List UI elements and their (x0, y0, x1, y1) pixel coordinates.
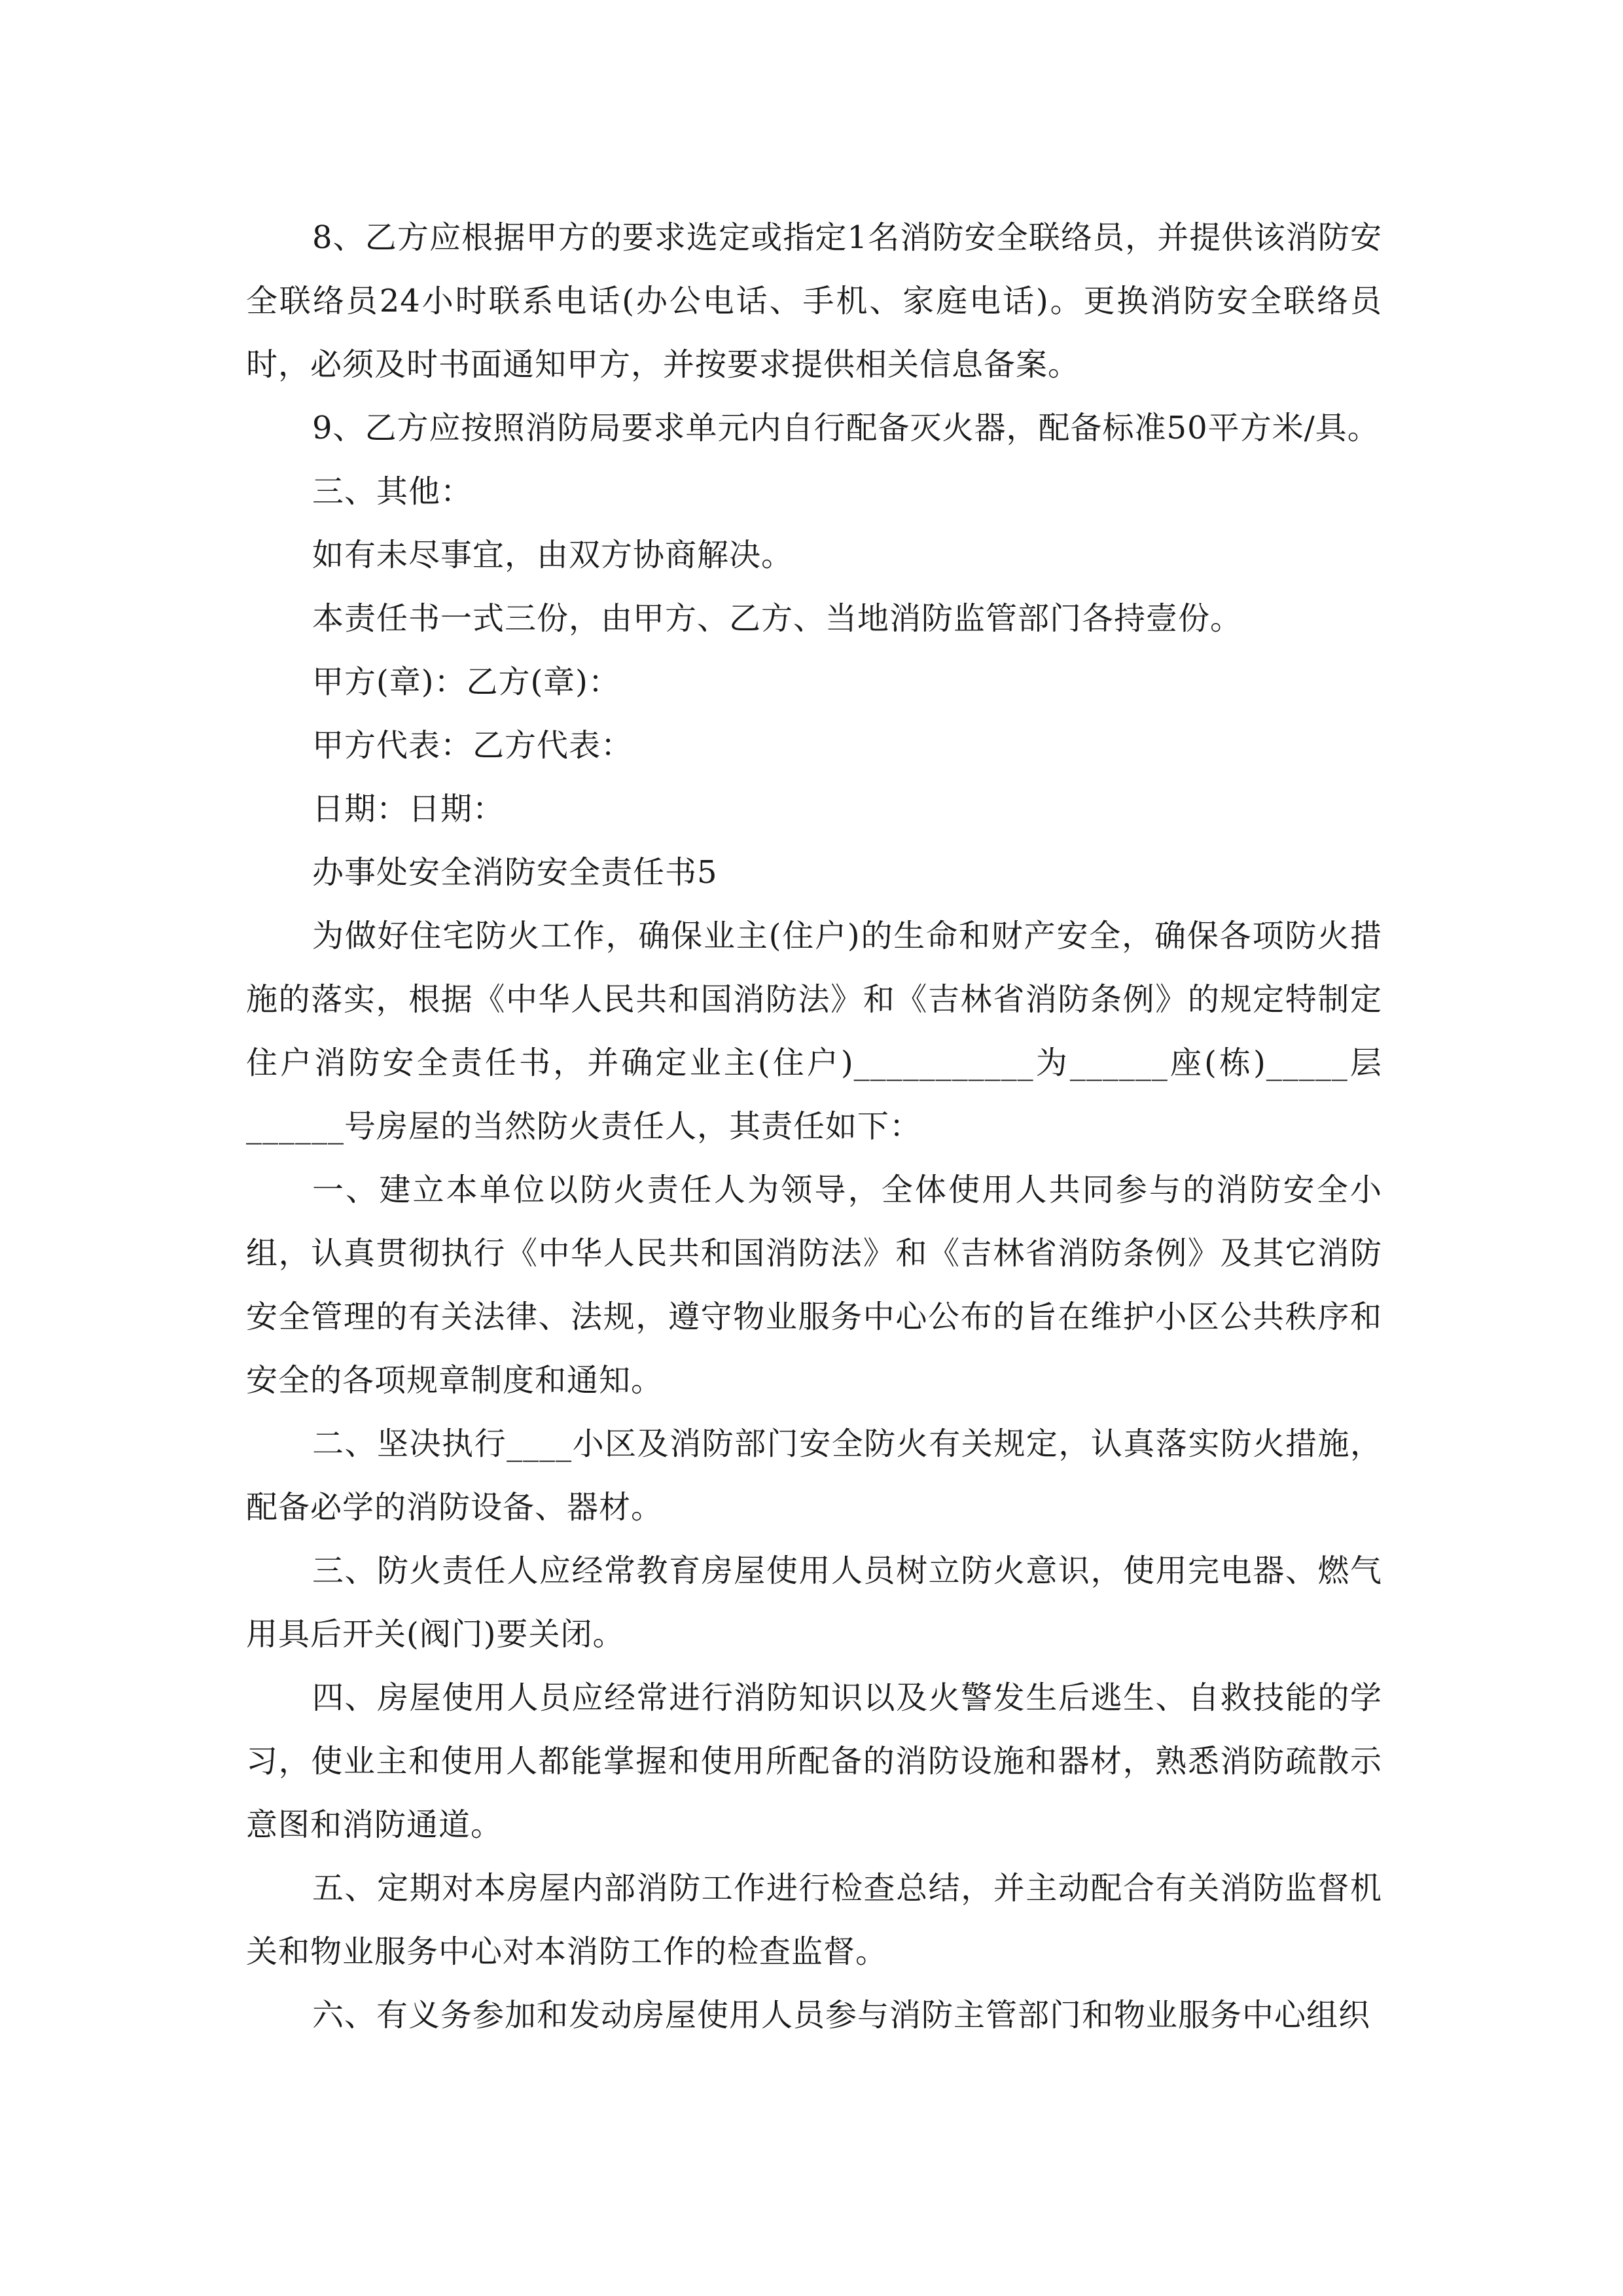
document-5-item-1: 一、建立本单位以防火责任人为领导，全体使用人共同参与的消防安全小组，认真贯彻执行《中华人民共和国消防法》和《吉林省消防条例》及其它消防安全管理的有关法律、法规，遵守物业服务中心公布的旨在维护小区公共秩序和安全的各项规章制度和通知。 (246, 1172, 1382, 1399)
clause-9-paragraph: 9、乙方应按照消防局要求单元内自行配备灭火器，配备标准50平方米/具。 (312, 410, 1380, 446)
document-5-item-3: 三、防火责任人应经常教育房屋使用人员树立防火意识，使用完电器、燃气用具后开关(阀门)要关闭。 (246, 1552, 1382, 1653)
document-5-item-6: 六、有义务参加和发动房屋使用人员参与消防主管部门和物业服务中心组织 (312, 1997, 1371, 2034)
document-5-item-2: 二、坚决执行____小区及消防部门安全防火有关规定，认真落实防火措施，配备必学的消防设备、器材。 (246, 1426, 1382, 1526)
section-heading-other: 三、其他： (312, 473, 473, 510)
other-matters-paragraph: 如有未尽事宜，由双方协商解决。 (312, 537, 794, 573)
copies-paragraph: 本责任书一式三份，由甲方、乙方、当地消防监管部门各持壹份。 (312, 600, 1243, 637)
document-5-item-4: 四、房屋使用人员应经常进行消防知识以及火警发生后逃生、自救技能的学习，使业主和使用人都能掌握和使用所配备的消防设施和器材，熟悉消防疏散示意图和消防通道。 (246, 1679, 1382, 1843)
document-5-item-5: 五、定期对本房屋内部消防工作进行检查总结，并主动配合有关消防监督机关和物业服务中心对本消防工作的检查监督。 (246, 1870, 1382, 1970)
document-5-intro-paragraph: 为做好住宅防火工作，确保业主(住户)的生命和财产安全，确保各项防火措施的落实，根据《中华人民共和国消防法》和《吉林省消防条例》的规定特制定住户消防安全责任书，并确定业主(住户)___________为______座(栋)_____层______号房屋的当然防火责任人，其责任如下： (246, 918, 1382, 1145)
signature-representative-line: 甲方代表：乙方代表： (312, 727, 633, 764)
document-body (246, 206, 1382, 2047)
signature-date-line: 日期：日期： (312, 791, 505, 827)
signature-seal-line: 甲方(章)：乙方(章)： (312, 664, 620, 700)
document-5-title: 办事处安全消防安全责任书5 (312, 854, 718, 891)
clause-8-paragraph: 8、乙方应根据甲方的要求选定或指定1名消防安全联络员，并提供该消防安全联络员24小时联系电话(办公电话、手机、家庭电话)。更换消防安全联络员时，必须及时书面通知甲方，并按要求提供相关信息备案。 (246, 219, 1382, 383)
